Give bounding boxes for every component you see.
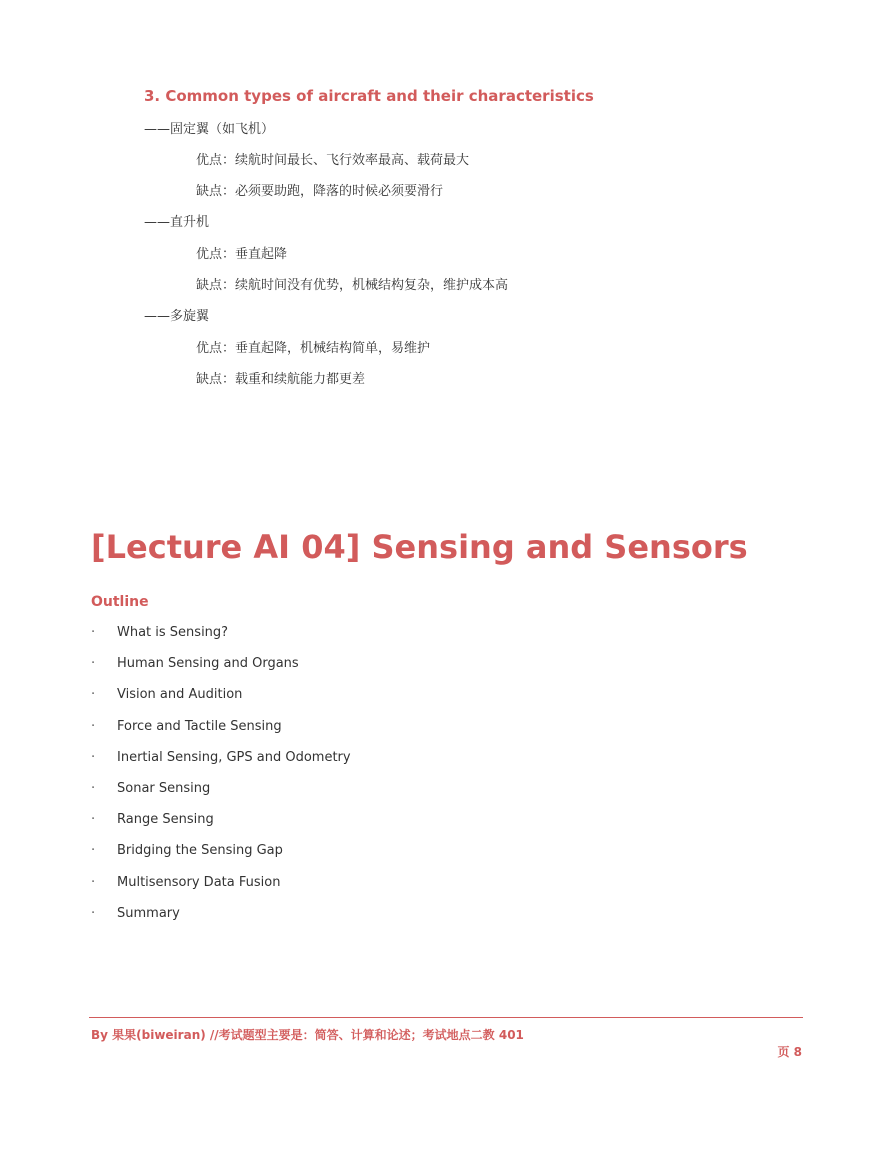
footer-divider <box>89 1017 803 1018</box>
outline-item-label: Summary <box>117 906 180 921</box>
group-pros-fixed-wing: 优点：续航时间最长、飞行效率最高、载荷最大 <box>196 153 470 168</box>
outline-item-label: What is Sensing? <box>117 625 229 640</box>
bullet-icon: · <box>91 906 96 921</box>
bullet-icon: · <box>91 750 96 765</box>
outline-item-label: Multisensory Data Fusion <box>117 875 281 890</box>
group-title-fixed-wing: ——固定翼（如飞机） <box>144 122 275 137</box>
bullet-icon: · <box>91 625 96 640</box>
group-cons-helicopter: 缺点：续航时间没有优势，机械结构复杂，维护成本高 <box>196 278 509 293</box>
footer-author-note: By 果果(biweiran) //考试题型主要是：简答、计算和论述；考试地点二教 401 <box>91 1028 524 1042</box>
outline-heading: Outline <box>91 594 149 610</box>
bullet-icon: · <box>91 687 96 702</box>
group-title-multirotor: ——多旋翼 <box>144 309 210 324</box>
footer-page-number: 页 8 <box>777 1045 802 1059</box>
section-heading: 3. Common types of aircraft and their characteristics <box>144 87 594 105</box>
bullet-icon: · <box>91 781 96 796</box>
group-cons-fixed-wing: 缺点：必须要助跑，降落的时候必须要滑行 <box>196 184 444 199</box>
outline-item-label: Bridging the Sensing Gap <box>117 843 283 858</box>
bullet-icon: · <box>91 843 96 858</box>
outline-item-label: Sonar Sensing <box>117 781 211 796</box>
group-pros-multirotor: 优点：垂直起降，机械结构简单，易维护 <box>196 341 431 356</box>
group-cons-multirotor: 缺点：载重和续航能力都更差 <box>196 372 366 387</box>
outline-item-label: Range Sensing <box>117 812 214 827</box>
bullet-icon: · <box>91 875 96 890</box>
group-pros-helicopter: 优点：垂直起降 <box>196 247 288 262</box>
bullet-icon: · <box>91 812 96 827</box>
outline-item-label: Force and Tactile Sensing <box>117 719 282 734</box>
outline-item-label: Vision and Audition <box>117 687 243 702</box>
group-title-helicopter: ——直升机 <box>144 215 210 230</box>
lecture-title: [Lecture AI 04] Sensing and Sensors <box>91 528 748 566</box>
bullet-icon: · <box>91 719 96 734</box>
outline-item-label: Human Sensing and Organs <box>117 656 299 671</box>
bullet-icon: · <box>91 656 96 671</box>
outline-item-label: Inertial Sensing, GPS and Odometry <box>117 750 351 765</box>
